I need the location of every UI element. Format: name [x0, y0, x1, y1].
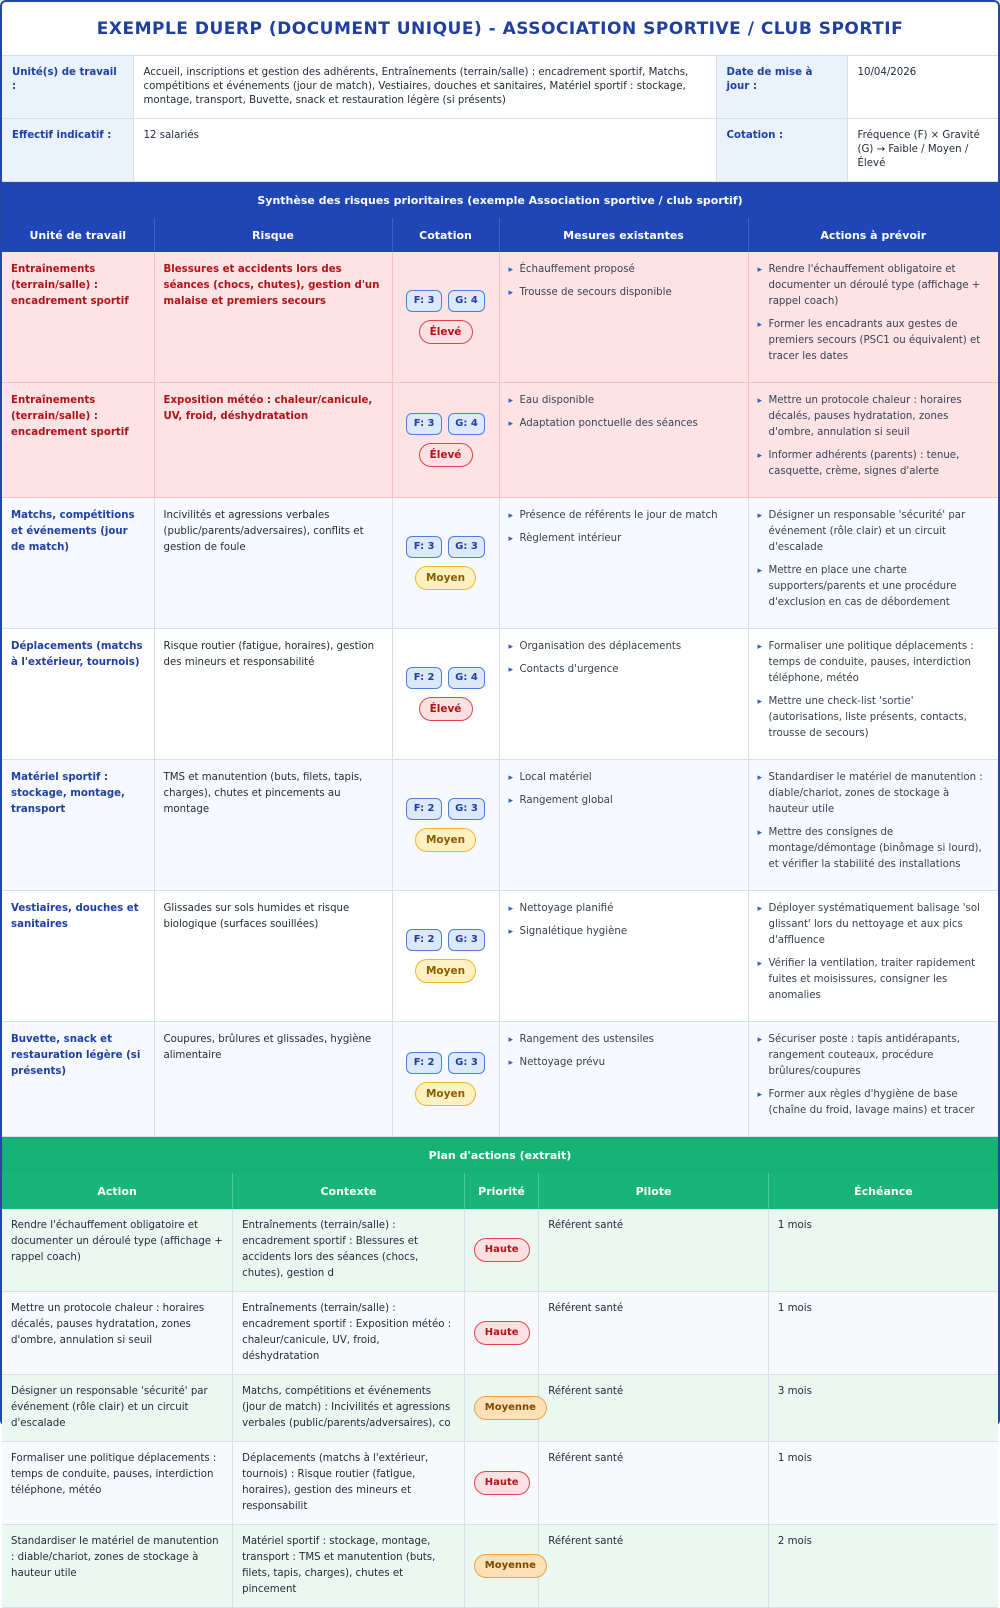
context-cell: Déplacements (matchs à l'extérieur, tournois) : Risque routier (fatigue, horaires), gestion des mineurs et responsabilit	[233, 1442, 465, 1525]
action-cell: Standardiser le matériel de manutention : diable/chariot, zones de stockage à hauteur utile	[2, 1525, 233, 1608]
unit-cell: Entraînements (terrain/salle) : encadrement sportif	[2, 252, 154, 383]
frequency-pill: F: 3	[406, 290, 442, 312]
header-context: Contexte	[233, 1173, 465, 1209]
header-risk: Risque	[154, 218, 392, 252]
gravity-pill: G: 4	[448, 290, 485, 312]
priority-badge: Haute	[474, 1321, 530, 1345]
measures-cell	[499, 629, 748, 760]
pilot-cell: Référent santé	[539, 1525, 769, 1608]
rating-label: Cotation :	[716, 119, 847, 182]
table-row	[2, 1525, 998, 1608]
table-row	[2, 760, 998, 891]
action-item: ▸ Former aux règles d'hygiène de base (chaîne du froid, lavage mains) et tracer	[758, 1087, 990, 1119]
page-title: EXEMPLE DUERP (DOCUMENT UNIQUE) - ASSOCIATION SPORTIVE / CLUB SPORTIF	[2, 2, 998, 56]
measure-item: ▸ Adaptation ponctuelle des séances	[509, 416, 739, 432]
actions-cell	[748, 252, 998, 383]
priority-badge: Haute	[474, 1238, 530, 1262]
table-row	[2, 252, 998, 383]
pilot-cell: Référent santé	[539, 1292, 769, 1375]
table-row	[2, 1209, 998, 1292]
rating-cell	[392, 891, 499, 1022]
priority-cell	[464, 1209, 538, 1292]
action-item: ▸ Former les encadrants aux gestes de premiers secours (PSC1 ou équivalent) et tracer les dates	[758, 317, 990, 365]
measure-item: ▸ Nettoyage planifié	[509, 901, 739, 917]
risk-cell: Risque routier (fatigue, horaires), gestion des mineurs et responsabilité	[154, 629, 392, 760]
action-cell: Formaliser une politique déplacements : temps de conduite, pauses, interdiction téléphone, météo	[2, 1442, 233, 1525]
risk-cell: Glissades sur sols humides et risque biologique (surfaces souillées)	[154, 891, 392, 1022]
measures-cell	[499, 498, 748, 629]
measures-cell	[499, 891, 748, 1022]
table-row	[2, 1292, 998, 1375]
rating-cell	[392, 629, 499, 760]
header-unit: Unité de travail	[2, 218, 154, 252]
action-item: ▸ Mettre en place une charte supporters/parents et une procédure d'exclusion en cas de débordement	[758, 563, 990, 611]
risk-cell: Incivilités et agressions verbales (public/parents/adversaires), conflits et gestion de foule	[154, 498, 392, 629]
actions-cell	[748, 629, 998, 760]
priority-cell	[464, 1525, 538, 1608]
header-pilot: Pilote	[539, 1173, 769, 1209]
deadline-cell: 2 mois	[768, 1525, 998, 1608]
action-item: ▸ Vérifier la ventilation, traiter rapidement fuites et moisissures, consigner les anomalies	[758, 956, 990, 1004]
unit-cell: Buvette, snack et restauration légère (si présents)	[2, 1022, 154, 1137]
header-deadline: Échéance	[768, 1173, 998, 1209]
measure-item: ▸ Organisation des déplacements	[509, 639, 739, 655]
gravity-pill: G: 3	[448, 536, 485, 558]
deadline-cell: 1 mois	[768, 1442, 998, 1525]
table-row	[2, 1375, 998, 1442]
action-item: ▸ Désigner un responsable 'sécurité' par événement (rôle clair) et un circuit d'escalade	[758, 508, 990, 556]
header-rating: Cotation	[392, 218, 499, 252]
header-priority: Priorité	[464, 1173, 538, 1209]
header-measures: Mesures existantes	[499, 218, 748, 252]
level-badge: Moyen	[415, 959, 476, 983]
rating-cell	[392, 252, 499, 383]
action-cell: Mettre un protocole chaleur : horaires décalés, pauses hydratation, zones d'ombre, annulation si seuil	[2, 1292, 233, 1375]
header-actions: Actions à prévoir	[748, 218, 998, 252]
action-plan-table	[2, 1173, 998, 1608]
table-row	[2, 383, 998, 498]
rating-value: Fréquence (F) × Gravité (G) → Faible / Moyen / Élevé	[847, 119, 998, 182]
action-item: ▸ Rendre l'échauffement obligatoire et documenter un déroulé type (affichage + rappel coach)	[758, 262, 990, 310]
table-row	[2, 891, 998, 1022]
measure-item: ▸ Nettoyage prévu	[509, 1055, 739, 1071]
table-row	[2, 498, 998, 629]
risk-cell: Blessures et accidents lors des séances (chocs, chutes), gestion d'un malaise et premiers secours	[154, 252, 392, 383]
frequency-pill: F: 2	[406, 667, 442, 689]
level-badge: Moyen	[415, 1082, 476, 1106]
table-row	[2, 1022, 998, 1137]
gravity-pill: G: 3	[448, 798, 485, 820]
staff-label: Effectif indicatif :	[2, 119, 133, 182]
synthesis-title: Synthèse des risques prioritaires (exemple Association sportive / club sportif)	[2, 182, 998, 218]
priority-badge: Haute	[474, 1471, 530, 1495]
gravity-pill: G: 4	[448, 667, 485, 689]
level-badge: Élevé	[419, 443, 473, 467]
unit-cell: Déplacements (matchs à l'extérieur, tournois)	[2, 629, 154, 760]
level-badge: Moyen	[415, 566, 476, 590]
deadline-cell: 1 mois	[768, 1292, 998, 1375]
risk-cell: Coupures, brûlures et glissades, hygiène alimentaire	[154, 1022, 392, 1137]
context-cell: Entraînements (terrain/salle) : encadrement sportif : Exposition météo : chaleur/canicule, UV, froid, déshydratation	[233, 1292, 465, 1375]
risk-table	[2, 218, 998, 1137]
staff-value: 12 salariés	[133, 119, 716, 182]
action-item: ▸ Standardiser le matériel de manutention : diable/chariot, zones de stockage à hauteur utile	[758, 770, 990, 818]
table-row	[2, 1442, 998, 1525]
rating-cell	[392, 498, 499, 629]
actions-cell	[748, 891, 998, 1022]
frequency-pill: F: 3	[406, 536, 442, 558]
actions-cell	[748, 498, 998, 629]
frequency-pill: F: 2	[406, 1052, 442, 1074]
level-badge: Moyen	[415, 828, 476, 852]
action-item: ▸ Informer adhérents (parents) : tenue, casquette, crème, signes d'alerte	[758, 448, 990, 480]
action-item: ▸ Mettre des consignes de montage/démontage (binômage si lourd), et vérifier la stabilité des installations	[758, 825, 990, 873]
measure-item: ▸ Rangement des ustensiles	[509, 1032, 739, 1048]
action-item: ▸ Formaliser une politique déplacements : temps de conduite, pauses, interdiction téléphone, météo	[758, 639, 990, 687]
action-cell: Rendre l'échauffement obligatoire et documenter un déroulé type (affichage + rappel coach)	[2, 1209, 233, 1292]
rating-cell	[392, 1022, 499, 1137]
pilot-cell: Référent santé	[539, 1209, 769, 1292]
measures-cell	[499, 383, 748, 498]
info-table	[2, 56, 998, 182]
pilot-cell: Référent santé	[539, 1375, 769, 1442]
priority-badge: Moyenne	[474, 1554, 547, 1578]
unit-cell: Matériel sportif : stockage, montage, transport	[2, 760, 154, 891]
measure-item: ▸ Rangement global	[509, 793, 739, 809]
action-item: ▸ Mettre une check-list 'sortie' (autorisations, liste présents, contacts, trousse de secours)	[758, 694, 990, 742]
table-row	[2, 629, 998, 760]
pilot-cell: Référent santé	[539, 1442, 769, 1525]
measure-item: ▸ Signalétique hygiène	[509, 924, 739, 940]
frequency-pill: F: 2	[406, 929, 442, 951]
actions-cell	[748, 1022, 998, 1137]
risk-cell: TMS et manutention (buts, filets, tapis, charges), chutes et pincements au montage	[154, 760, 392, 891]
priority-cell	[464, 1292, 538, 1375]
context-cell: Entraînements (terrain/salle) : encadrement sportif : Blessures et accidents lors des séances (chocs, chutes), gestion d	[233, 1209, 465, 1292]
priority-badge: Moyenne	[474, 1396, 547, 1420]
units-label: Unité(s) de travail :	[2, 56, 133, 119]
level-badge: Élevé	[419, 320, 473, 344]
action-item: ▸ Sécuriser poste : tapis antidérapants, rangement couteaux, procédure brûlures/coupures	[758, 1032, 990, 1080]
frequency-pill: F: 2	[406, 798, 442, 820]
measures-cell	[499, 1022, 748, 1137]
measure-item: ▸ Échauffement proposé	[509, 262, 739, 278]
actions-cell	[748, 383, 998, 498]
measure-item: ▸ Trousse de secours disponible	[509, 285, 739, 301]
deadline-cell: 3 mois	[768, 1375, 998, 1442]
deadline-cell: 1 mois	[768, 1209, 998, 1292]
priority-cell	[464, 1442, 538, 1525]
frequency-pill: F: 3	[406, 413, 442, 435]
measure-item: ▸ Eau disponible	[509, 393, 739, 409]
measure-item: ▸ Contacts d'urgence	[509, 662, 739, 678]
rating-cell	[392, 760, 499, 891]
risk-cell: Exposition météo : chaleur/canicule, UV, froid, déshydratation	[154, 383, 392, 498]
plan-title: Plan d'actions (extrait)	[2, 1137, 998, 1173]
units-value: Accueil, inscriptions et gestion des adhérents, Entraînements (terrain/salle) : encadrement sportif, Matchs, compétitions et événements (jour de match), Vestiaires, douches et sanitaires, Matériel sportif : stockage, montage, transport, Buvette, snack et restauration légère (si présents)	[133, 56, 716, 119]
unit-cell: Vestiaires, douches et sanitaires	[2, 891, 154, 1022]
gravity-pill: G: 3	[448, 1052, 485, 1074]
action-cell: Désigner un responsable 'sécurité' par événement (rôle clair) et un circuit d'escalade	[2, 1375, 233, 1442]
gravity-pill: G: 4	[448, 413, 485, 435]
unit-cell: Matchs, compétitions et événements (jour de match)	[2, 498, 154, 629]
action-item: ▸ Déployer systématiquement balisage 'sol glissant' lors du nettoyage et aux pics d'affluence	[758, 901, 990, 949]
unit-cell: Entraînements (terrain/salle) : encadrement sportif	[2, 383, 154, 498]
measure-item: ▸ Règlement intérieur	[509, 531, 739, 547]
measures-cell	[499, 252, 748, 383]
priority-cell	[464, 1375, 538, 1442]
context-cell: Matériel sportif : stockage, montage, transport : TMS et manutention (buts, filets, tapis, charges), chutes et pincement	[233, 1525, 465, 1608]
level-badge: Élevé	[419, 697, 473, 721]
action-item: ▸ Mettre un protocole chaleur : horaires décalés, pauses hydratation, zones d'ombre, annulation si seuil	[758, 393, 990, 441]
rating-cell	[392, 383, 499, 498]
measure-item: ▸ Local matériel	[509, 770, 739, 786]
context-cell: Matchs, compétitions et événements (jour de match) : Incivilités et agressions verbales (public/parents/adversaires), co	[233, 1375, 465, 1442]
date-value: 10/04/2026	[847, 56, 998, 119]
header-action: Action	[2, 1173, 233, 1209]
measures-cell	[499, 760, 748, 891]
gravity-pill: G: 3	[448, 929, 485, 951]
actions-cell	[748, 760, 998, 891]
date-label: Date de mise à jour :	[716, 56, 847, 119]
measure-item: ▸ Présence de référents le jour de match	[509, 508, 739, 524]
